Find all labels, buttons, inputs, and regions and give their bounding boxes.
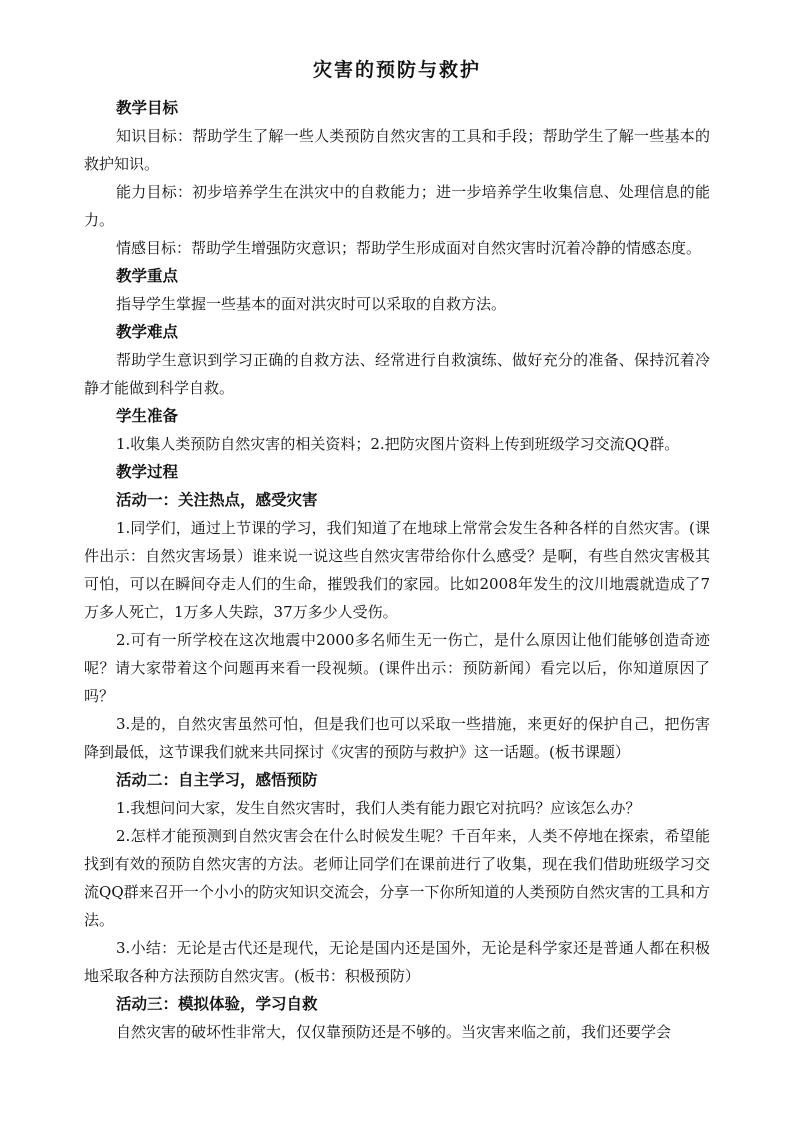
- emotion-goal: 情感目标：帮助学生增强防灾意识；帮助学生形成面对自然灾害时沉着冷静的情感态度。: [116, 239, 702, 257]
- difficulty-text: 帮助学生意识到学习正确的自救方法、经常进行自救演练、做好充分的准备、保持沉着冷静才能做到科学自救。: [84, 351, 710, 397]
- activity1-heading: 活动一：关注热点，感受灾害: [116, 490, 318, 509]
- prep-text: 1.收集人类预防自然灾害的相关资料；2.把防灾图片资料上传到班级学习交流QQ群。: [116, 435, 680, 453]
- activity1-p2: 2.可有一所学校在这次地震中2000多名师生无一伤亡，是什么原因让他们能够创造奇迹呢？请大家带着这个问题再来看一段视频。(课件出示：预防新闻）看完以后，你知道原因了吗？: [84, 631, 710, 705]
- knowledge-goal: 知识目标：帮助学生了解一些人类预防自然灾害的工具和手段；帮助学生了解一些基本的救护知识。: [84, 127, 710, 173]
- process-heading: 教学过程: [116, 462, 179, 481]
- activity3-heading: 活动三：模拟体验，学习自救: [116, 994, 318, 1013]
- activity2-p3: 3.小结：无论是古代还是现代，无论是国内还是国外，无论是科学家还是普通人都在积极地采取各种方法预防自然灾害。(板书：积极预防）: [84, 939, 710, 985]
- activity2-heading: 活动二：自主学习，感悟预防: [116, 770, 318, 789]
- goals-heading: 教学目标: [116, 98, 179, 117]
- key-text: 指导学生掌握一些基本的面对洪灾时可以采取的自救方法。: [116, 295, 507, 313]
- activity3-p1: 自然灾害的破坏性非常大，仅仅靠预防还是不够的。当灾害来临之前，我们还要学会: [116, 1023, 672, 1041]
- activity2-p2: 2.怎样才能预测到自然灾害会在什么时候发生呢？千百年来，人类不停地在探索，希望能找到有效的预防自然灾害的方法。老师让同学们在课前进行了收集，现在我们借助班级学习交流QQ群来召开一个小小的防灾知识交流会，分享一下你所知道的人类预防自然灾害的工具和方法。: [84, 827, 710, 929]
- activity1-p1: 1.同学们，通过上节课的学习，我们知道了在地球上常常会发生各种各样的自然灾害。(课件出示：自然灾害场景）谁来说一说这些自然灾害带给你什么感受？是啊，有些自然灾害极其可怕，可以在瞬间夺走人们的生命，摧毁我们的家园。比如2008年发生的汶川地震就造成了7万多人死亡，1万多人失踪，37万多少人受伤。: [84, 519, 710, 621]
- activity1-p3: 3.是的，自然灾害虽然可怕，但是我们也可以采取一些措施，来更好的保护自己，把伤害降到最低，这节课我们就来共同探讨《灾害的预防与救护》这一话题。(板书课题）: [84, 715, 710, 761]
- prep-heading: 学生准备: [116, 406, 179, 425]
- difficulty-heading: 教学难点: [116, 322, 179, 341]
- page-title: 灾害的预防与救护: [312, 59, 481, 81]
- activity2-p1: 1.我想问问大家，发生自然灾害时，我们人类有能力跟它对抗吗？应该怎么办？: [116, 799, 641, 817]
- ability-goal: 能力目标：初步培养学生在洪灾中的自救能力；进一步培养学生收集信息、处理信息的能力。: [84, 183, 710, 229]
- key-heading: 教学重点: [116, 266, 179, 285]
